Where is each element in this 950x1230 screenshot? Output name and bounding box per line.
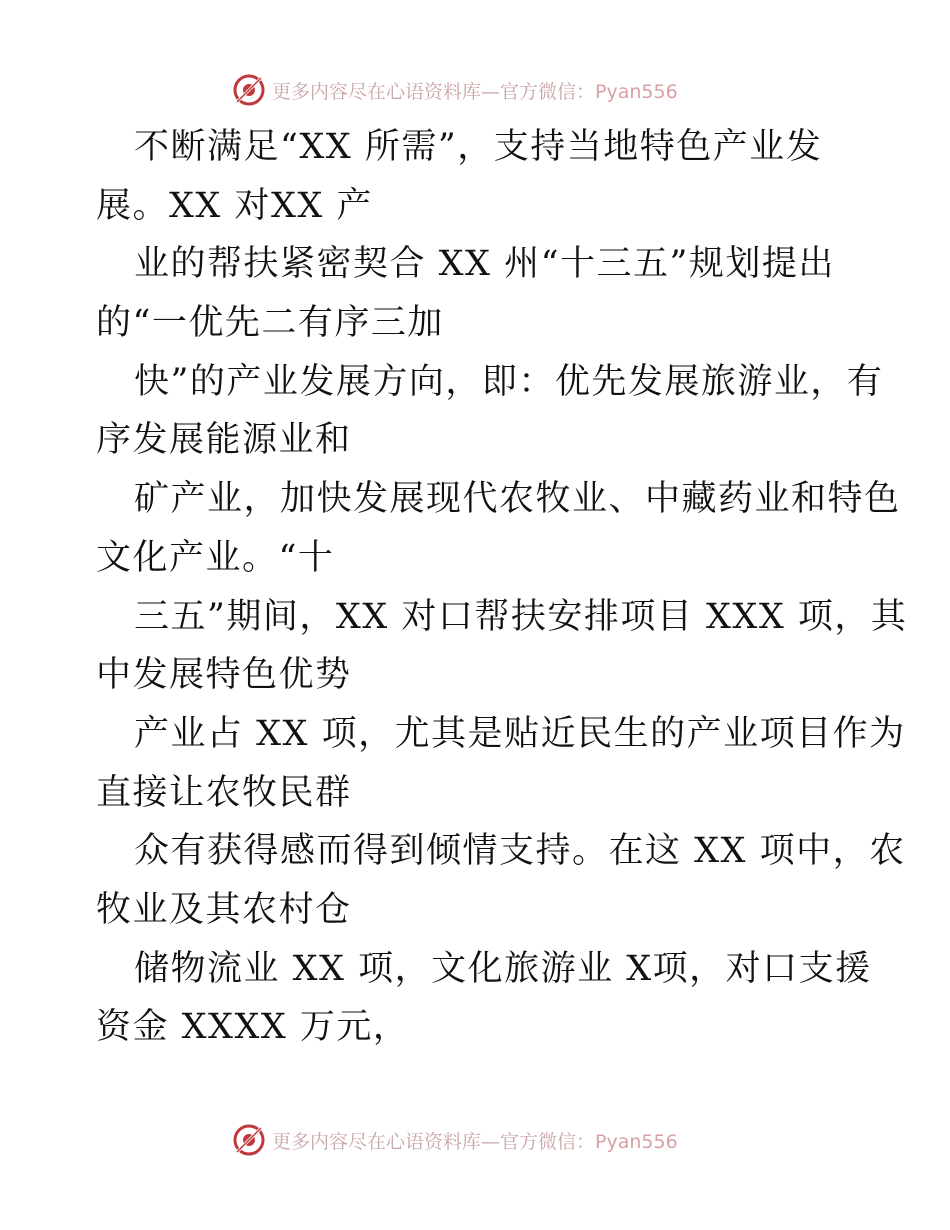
text-line: 文化产业。“十 <box>96 537 335 578</box>
text-line: 中发展特色优势 <box>96 655 352 696</box>
text-line: 产业占 XX 项，尤其是贴近民生的产业项目作为 <box>134 713 906 754</box>
footer-watermark <box>232 1120 732 1160</box>
text-line: 资金 XXXX 万元， <box>96 1007 410 1048</box>
text-line: 的“一优先二有序三加 <box>96 303 444 344</box>
text-line: 牧业及其农村仓 <box>96 889 352 930</box>
text-line: 矿产业，加快发展现代农牧业、中藏药业和特色 <box>134 479 901 520</box>
text-line: 快”的产业发展方向，即：优先发展旅游业，有 <box>134 361 884 402</box>
header-watermark <box>232 70 732 110</box>
brand-logo-icon <box>232 73 266 107</box>
text-line: 业的帮扶紧密契合 XX 州“十三五”规划提出 <box>134 244 835 285</box>
document-body <box>96 118 908 1057</box>
text-line: 展。XX 对XX 产 <box>96 185 373 226</box>
text-line: 不断满足“XX 所需”，支持当地特色产业发 <box>134 127 823 167</box>
text-line: 储物流业 XX 项，文化旅游业 X项，对口支援 <box>134 948 872 989</box>
text-line: 直接让农牧民群 <box>96 772 352 813</box>
text-line: 众有获得感而得到倾情支持。在这 XX 项中，农 <box>134 831 906 872</box>
brand-logo-icon <box>232 1123 266 1157</box>
watermark-text: 更多内容尽在心语资料库—官方微信：Pyan556 <box>272 1130 678 1153</box>
watermark-text: 更多内容尽在心语资料库—官方微信：Pyan556 <box>272 80 678 103</box>
text-line: 序发展能源业和 <box>96 420 352 461</box>
text-line: 三五”期间，XX 对口帮扶安排项目 XXX 项，其 <box>134 596 908 637</box>
